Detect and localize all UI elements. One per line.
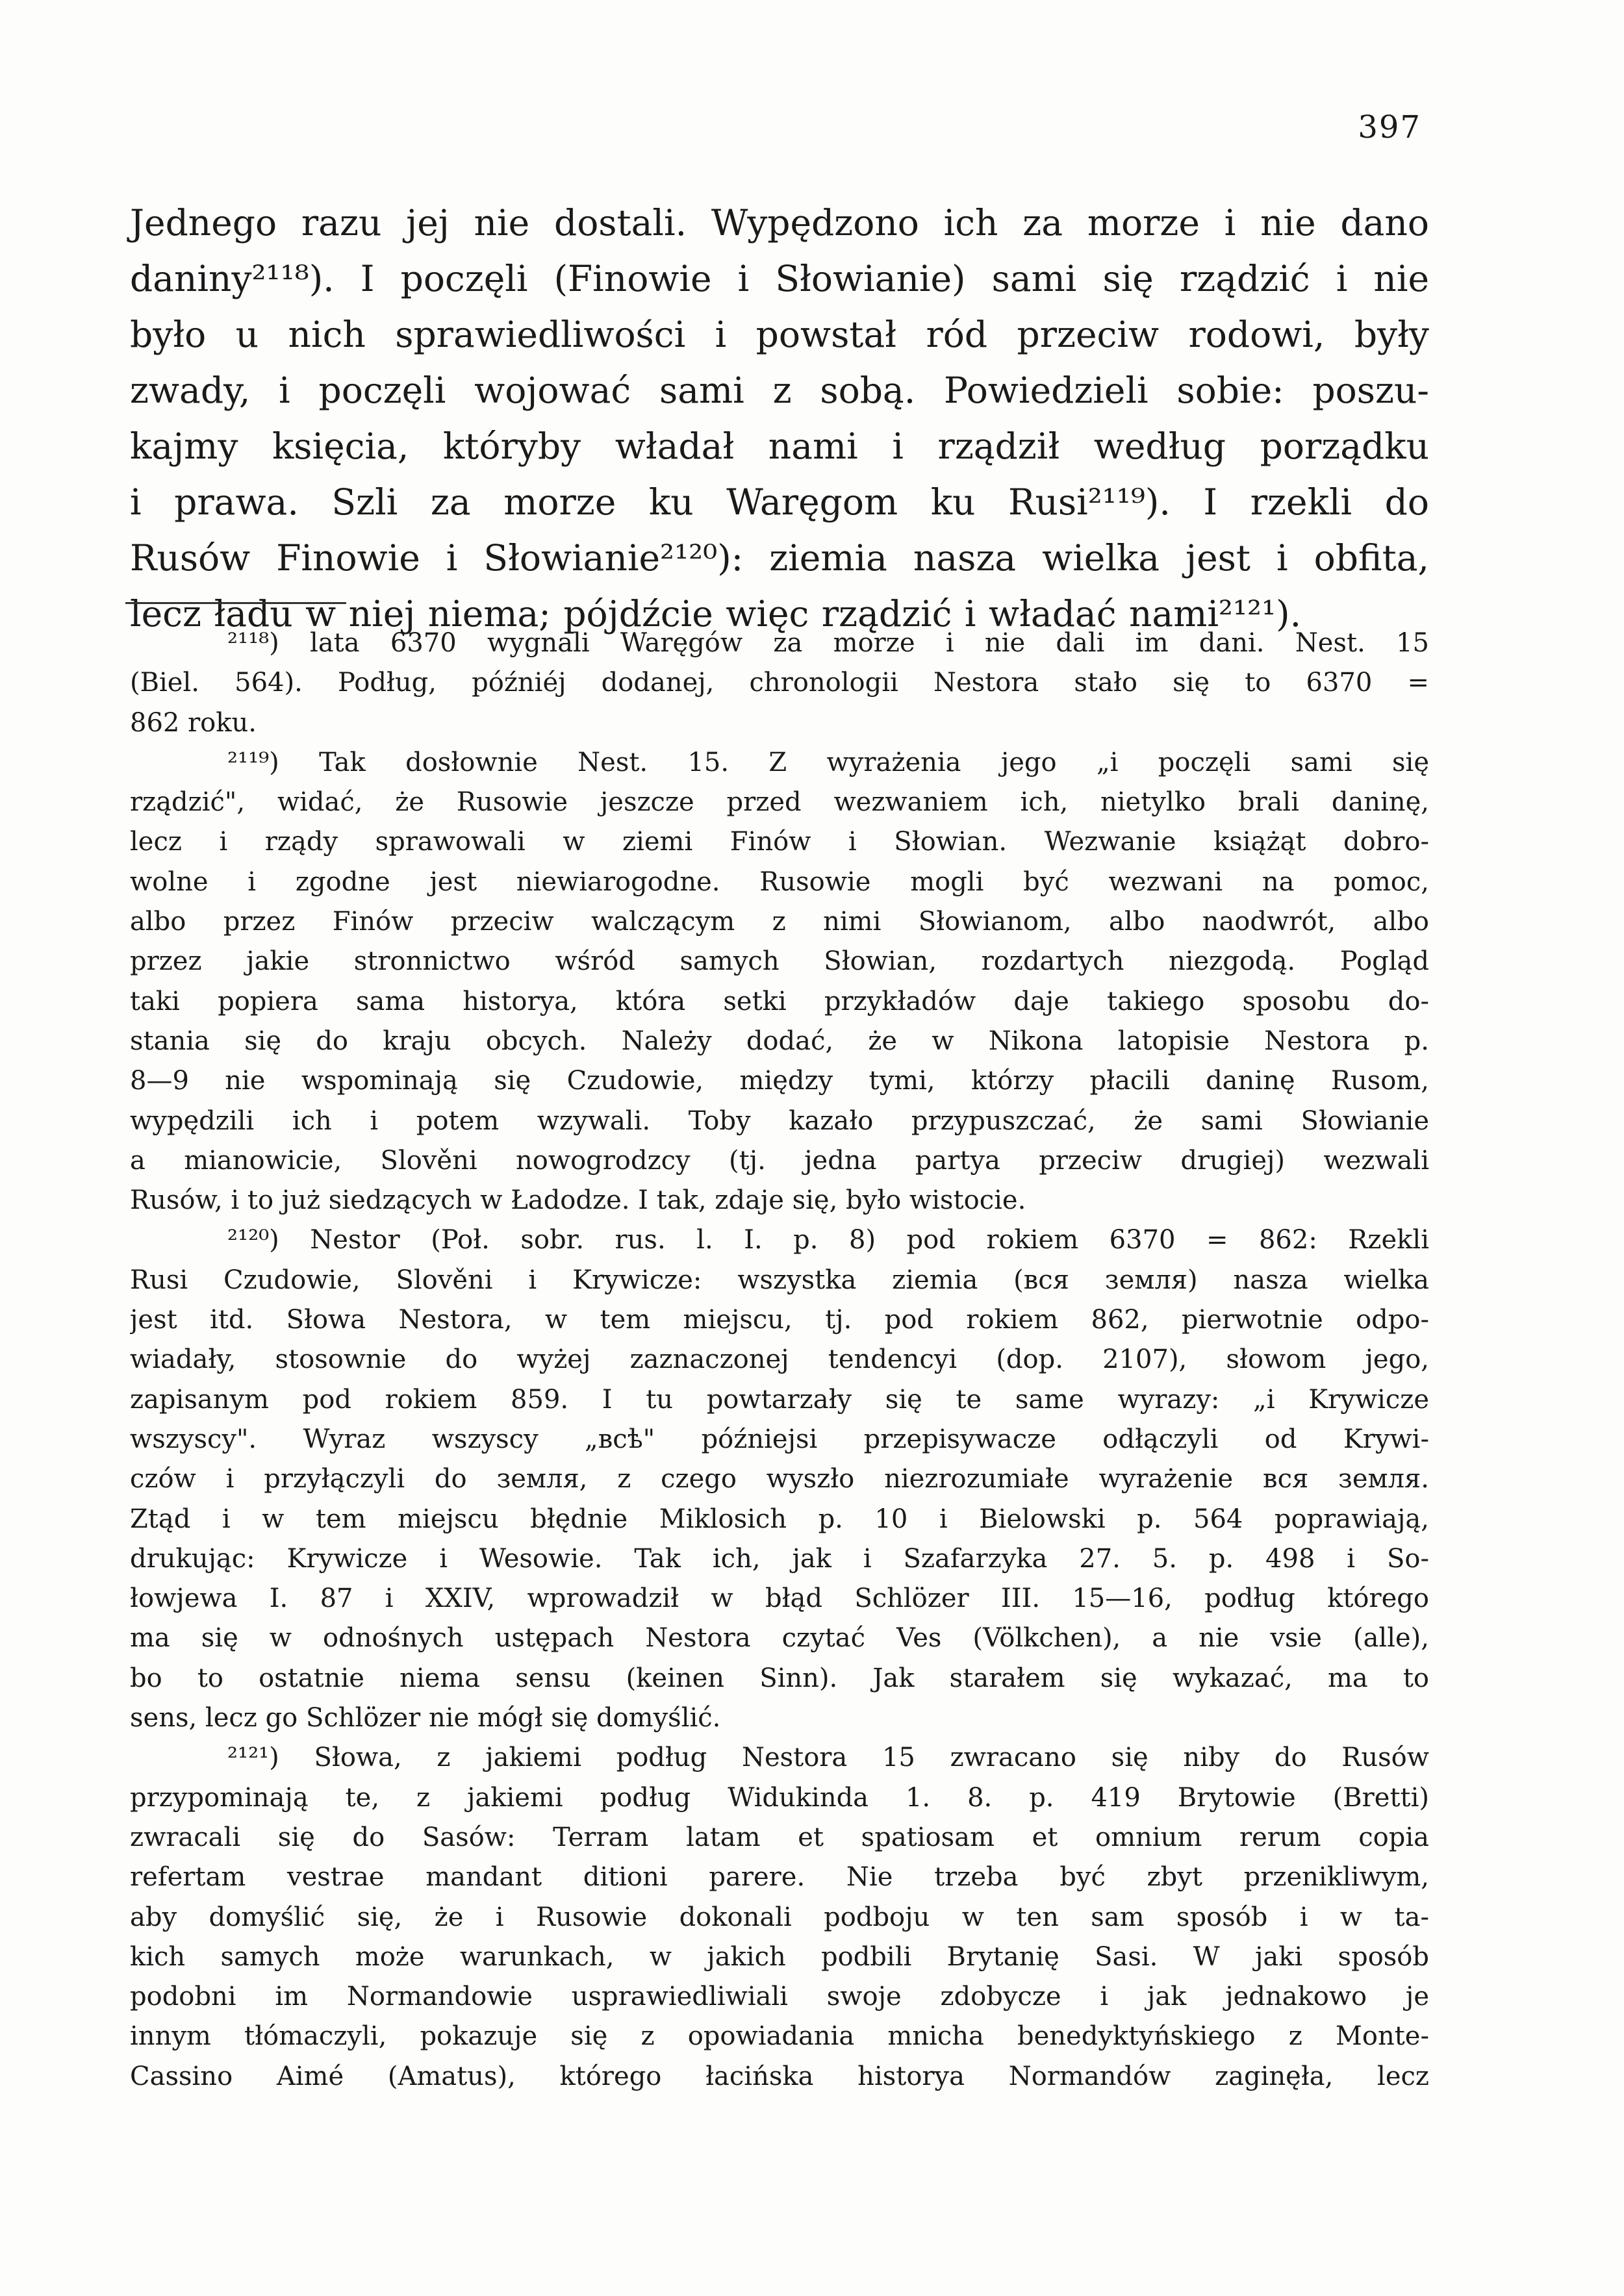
footnote-line: drukując: Krywicze i Wesowie. Tak ich, jak i Szafarzyka 27. 5. p. 498 i So-	[130, 1543, 1429, 1574]
text-line: zwady, i poczęli wojować sami z sobą. Powiedzieli sobie: poszu-	[130, 370, 1429, 411]
footnotes	[130, 624, 1429, 2097]
text-line: Rusów Finowie i Słowianie²¹²⁰): ziemia nasza wielka jest i obfita,	[130, 537, 1429, 579]
footnote-line: łowjewa I. 87 i XXIV, wprowadził w błąd Schlözer III. 15—16, podług którego	[130, 1583, 1429, 1614]
footnote-line: ²¹¹⁸) lata 6370 wygnali Waręgów za morze i nie dali im dani. Nest. 15	[227, 628, 1429, 658]
text-line: kajmy księcia, któryby władał nami i rządził według porządku	[130, 425, 1429, 467]
footnote-line: (Biel. 564). Podług, późniéj dodanej, chronologii Nestora stało się to 6370 =	[130, 668, 1429, 698]
text-line: było u nich sprawiedliwości i powstał ród przeciw rodowi, były	[130, 314, 1429, 355]
footnote-line: ²¹²¹) Słowa, z jakiemi podług Nestora 15 zwracano się niby do Rusów	[227, 1743, 1429, 1773]
footnote-line: stania się do kraju obcych. Należy dodać, że w Nikona latopisie Nestora p.	[130, 1026, 1429, 1056]
footnote-line: Rusów, i to już siedzących w Ładodze. I tak, zdaje się, było wistocie.	[130, 1185, 1026, 1216]
footnote-line: ma się w odnośnych ustępach Nestora czytać Ves (Völkchen), a nie vsie (alle),	[130, 1623, 1429, 1654]
footnote-line: aby domyślić się, że i Rusowie dokonali podboju w ten sam sposób i w ta-	[130, 1902, 1429, 1932]
footnote-line: taki popiera sama historya, która setki przykładów daje takiego sposobu do-	[130, 986, 1429, 1016]
footnote-line: Ztąd i w tem miejscu błędnie Miklosich p. 10 i Bielowski p. 564 poprawiają,	[130, 1504, 1429, 1534]
footnote-line: 862 roku.	[130, 707, 257, 738]
footnote-line: lecz i rządy sprawowali w ziemi Finów i Słowian. Wezwanie książąt dobro-	[130, 827, 1429, 857]
main-text	[130, 195, 1429, 642]
footnote-line: podobni im Normandowie usprawiedliwiali swoje zdobycze i jak jednakowo je	[130, 1982, 1429, 2012]
text-line: i prawa. Szli za morze ku Waręgom ku Rusi²¹¹⁹). I rzekli do	[130, 481, 1429, 523]
footnote-line: albo przez Finów przeciw walczącym z nimi Słowianom, albo naodwrót, albo	[130, 907, 1429, 937]
footnote-separator	[125, 602, 346, 604]
footnote-line: refertam vestrae mandant ditioni parere. Nie trzeba być zbyt przenikliwym,	[130, 1862, 1429, 1893]
footnote-line: wszyscy". Wyraz wszyscy „всѣ" późniejsi przepisywacze odłączyli od Krywi-	[130, 1424, 1429, 1454]
page-number: 397	[1358, 109, 1421, 145]
footnote-line: a mianowicie, Slověni nowogrodzcy (tj. jedna partya przeciw drugiej) wezwali	[130, 1145, 1429, 1176]
footnote-line: Rusi Czudowie, Slověni i Krywicze: wszystka ziemia (вся земля) nasza wielka	[130, 1265, 1429, 1295]
footnote-line: bo to ostatnie niema sensu (keinen Sinn). Jak starałem się wykazać, ma to	[130, 1663, 1429, 1693]
footnote-line: ²¹²⁰) Nestor (Poł. sobr. rus. l. I. p. 8) pod rokiem 6370 = 862: Rzekli	[227, 1225, 1429, 1255]
footnote-line: wypędzili ich i potem wzywali. Toby kazało przypuszczać, że sami Słowianie	[130, 1105, 1429, 1136]
footnote-line: wiadały, stosownie do wyżej zaznaczonej tendencyi (dop. 2107), słowom jego,	[130, 1344, 1429, 1375]
footnote-line: Cassino Aimé (Amatus), którego łacińska historya Normandów zaginęła, lecz	[130, 2061, 1429, 2091]
text-line: lecz ładu w niej niema; pójdźcie więc rządzić i władać nami²¹²¹).	[130, 593, 1302, 635]
text-line: daniny²¹¹⁸). I poczęli (Finowie i Słowianie) sami się rządzić i nie	[130, 258, 1429, 299]
footnote-line: przypominają te, z jakiemi podług Widukinda 1. 8. p. 419 Brytowie (Bretti)	[130, 1782, 1429, 1813]
footnote-line: sens, lecz go Schlözer nie mógł się domyślić.	[130, 1703, 721, 1734]
footnote-line: innym tłómaczyli, pokazuje się z opowiadania mnicha benedyktyńskiego z Monte-	[130, 2021, 1429, 2052]
footnote-line: 8—9 nie wspominają się Czudowie, między tymi, którzy płacili daninę Rusom,	[130, 1066, 1429, 1096]
text-line: Jednego razu jej nie dostali. Wypędzono ich za morze i nie dano	[130, 202, 1429, 244]
footnote-line: zapisanym pod rokiem 859. I tu powtarzały się te same wyrazy: „i Krywicze	[130, 1384, 1429, 1415]
footnote-line: jest itd. Słowa Nestora, w tem miejscu, tj. pod rokiem 862, pierwotnie odpo-	[130, 1305, 1429, 1335]
footnote-line: rządzić", widać, że Rusowie jeszcze przed wezwaniem ich, nietylko brali daninę,	[130, 787, 1429, 818]
footnote-line: zwracali się do Sasów: Terram latam et spatiosam et omnium rerum copia	[130, 1822, 1429, 1852]
footnote-line: ²¹¹⁹) Tak dosłownie Nest. 15. Z wyrażenia jego „i poczęli sami się	[227, 747, 1429, 777]
footnote-line: czów i przyłączyli do земля, z czego wyszło niezrozumiałe wyrażenie вся земля.	[130, 1464, 1429, 1495]
footnote-line: przez jakie stronnictwo wśród samych Słowian, rozdartych niezgodą. Pogląd	[130, 946, 1429, 977]
footnote-line: wolne i zgodne jest niewiarogodne. Rusowie mogli być wezwani na pomoc,	[130, 866, 1429, 897]
footnote-line: kich samych może warunkach, w jakich podbili Brytanię Sasi. W jaki sposób	[130, 1941, 1429, 1972]
